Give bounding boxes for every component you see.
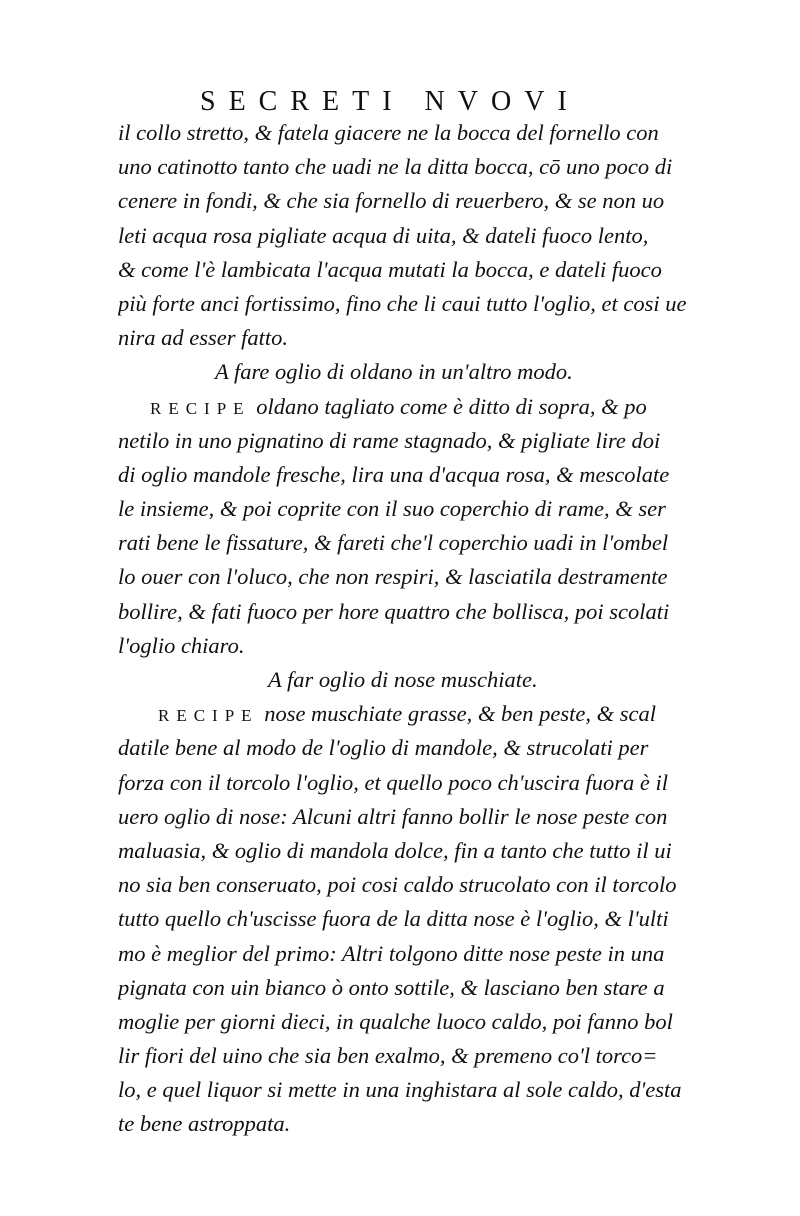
text-line: pignata con uin bianco ò onto sottile, & lasciano ben stare a <box>118 974 665 1000</box>
text-line: uno catinotto tanto che uadi ne la ditta bocca, cō uno poco di <box>118 154 673 180</box>
text-line: maluasia, & oglio di mandola dolce, fin a tanto che tutto il ui <box>118 837 672 863</box>
text-line: le insieme, & poi coprite con il suo coperchio di rame, & ser <box>118 496 666 522</box>
section-heading-nose-muschiate: A far oglio di nose muschiate. <box>268 667 538 692</box>
paragraph-continued <box>118 116 718 355</box>
recipe-oldano <box>118 390 718 664</box>
text-line: cenere in fondi, & che sia fornello di reuerbero, & se non uo <box>118 188 665 214</box>
text-line: uero oglio di nose: Alcuni altri fanno bollir le nose peste con <box>118 803 668 829</box>
text-line: te bene astroppata. <box>118 1111 291 1137</box>
recipe-first-line <box>118 697 718 731</box>
text-line: mo è meglior del primo: Altri tolgono ditte nose peste in una <box>118 940 665 966</box>
text-line: il collo stretto, & fatela giacere ne la bocca del fornello con <box>118 120 659 145</box>
text-line: l'oglio chiaro. <box>118 632 245 658</box>
recipe-first-line <box>118 390 718 424</box>
text-line: rati bene le fissature, & fareti che'l coperchio uadi in l'ombel <box>118 530 669 556</box>
text-line: leti acqua rosa pigliate acqua di uita, & dateli fuoco lento, <box>118 222 649 248</box>
text-line: nose muschiate grasse, & ben peste, & scal <box>264 701 657 727</box>
text-line: lo ouer con l'oluco, che non respiri, & lasciatila destramente <box>118 564 668 590</box>
recipe-word: RECIPE <box>158 706 259 726</box>
text-line: netilo in uno pignatino di rame stagnado, & pigliate lire doi <box>118 427 661 453</box>
text-line: di oglio mandole fresche, lira una d'acqua rosa, & mescolate <box>118 461 670 487</box>
body-text <box>118 116 718 1142</box>
text-line: forza con il torcolo l'oglio, et quello poco ch'uscira fuora è il <box>118 769 668 795</box>
recipe-lines <box>118 424 718 663</box>
text-line: più forte anci fortissimo, fino che li caui tutto l'oglio, et cosi ue <box>118 290 687 316</box>
text-line: no sia ben conseruato, poi cosi caldo strucolato con il torcolo <box>118 872 677 898</box>
text-line: datile bene al modo de l'oglio di mandole, & strucolati per <box>118 735 649 761</box>
text-line: bollire, & fati fuoco per hore quattro che bollisca, poi scolati <box>118 598 670 624</box>
text-line: lo, e quel liquor si mette in una inghistara al sole caldo, d'esta <box>118 1077 682 1103</box>
text-line: moglie per giorni dieci, in qualche luoco caldo, poi fanno bol <box>118 1008 673 1034</box>
text-line: & come l'è lambicata l'acqua mutati la bocca, e dateli fuoco <box>118 256 662 282</box>
running-head: SECRETI NVOVI <box>200 86 580 117</box>
recipe-nose-muschiate <box>118 697 718 1141</box>
recipe-lines <box>118 731 718 1141</box>
recipe-word: RECIPE <box>150 398 251 418</box>
section-heading-oldano: A fare oglio di oldano in un'altro modo. <box>215 359 573 385</box>
text-line: nira ad esser fatto. <box>118 325 289 351</box>
text-line: lir fiori del uino che sia ben exalmo, & premeno co'l torco= <box>118 1043 658 1069</box>
text-line: oldano tagliato come è ditto di sopra, & po <box>256 393 647 419</box>
text-line: tutto quello ch'uscisse fuora de la ditta nose è l'oglio, & l'ulti <box>118 906 669 932</box>
